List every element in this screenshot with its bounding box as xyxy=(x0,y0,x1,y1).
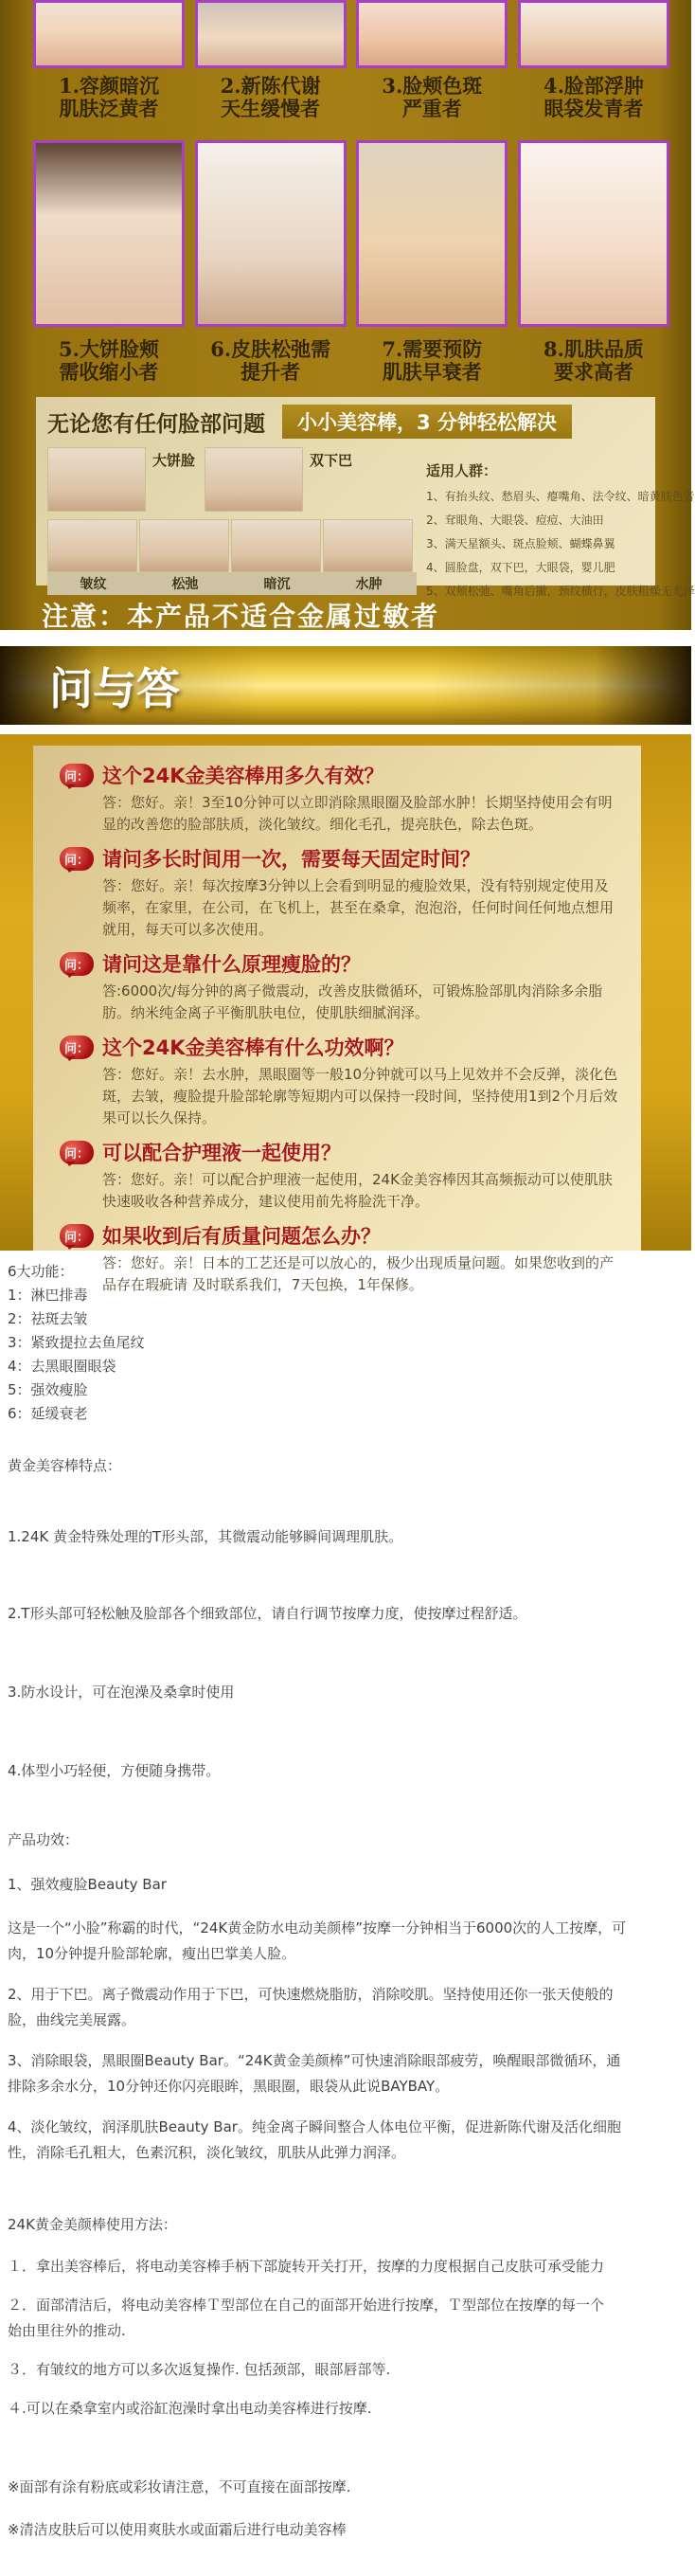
feature-item: 2.T形头部可轻松触及脸部各个细致部位，请自行调节按摩力度，使按摩过程舒适。 xyxy=(8,1605,527,1622)
qa-box xyxy=(33,746,641,1312)
face-photo-2 xyxy=(195,0,347,68)
face-cell-8 xyxy=(518,120,669,384)
effect-heading: 1、强效瘦脸Beauty Bar xyxy=(8,1876,167,1893)
face-cell-1 xyxy=(33,0,185,120)
problem-photos-row-a xyxy=(47,447,417,512)
answer-text: 答：您好。亲！每次按摩3分钟以上会看到明显的瘦脸效果，没有特别规定使用及频率，在家里，在公司，在飞机上，甚至在桑拿，泡泡浴，任何时间任何地点想用就用，每天可以多次使用。 xyxy=(102,877,615,938)
usage-line: １．拿出美容棒后，将电动美容棒手柄下部旋转开关打开，按摩的力度根据自己皮肤可承受能力 xyxy=(8,2258,605,2275)
question-bubble-icon: 问： xyxy=(60,764,94,787)
problem-photo-bigface xyxy=(47,447,146,512)
face-grid-row-2 xyxy=(0,120,691,384)
effect-paragraph-3 xyxy=(8,2048,691,2099)
problem-panel xyxy=(36,397,695,598)
panel-title: 无论您有任何脸部问题 xyxy=(47,411,265,437)
feature-item: 4.体型小巧轻便，方便随身携带。 xyxy=(8,1762,221,1779)
effect-paragraph-4 xyxy=(8,2115,691,2166)
face-cell-5 xyxy=(33,120,185,384)
face-cell-2 xyxy=(195,0,347,120)
photo-label-doublechin: 双下巴 xyxy=(310,452,353,469)
face-cell-6 xyxy=(195,120,347,384)
strip-label-sagging: 松弛 xyxy=(171,577,199,592)
question-line xyxy=(60,844,622,873)
white-divider-2 xyxy=(0,725,691,734)
qa-item-2 xyxy=(60,844,622,941)
face-caption-6: 6.皮肤松弛需 提升者 xyxy=(210,337,331,384)
problem-photo-edema xyxy=(323,519,413,572)
audience-item: 4、圆脸盘，双下巴，大眼袋，婴儿肥 xyxy=(426,561,615,574)
question-line xyxy=(60,949,622,978)
usage-line: 始由里往外的推动. xyxy=(8,2322,126,2339)
face-caption-3: 3.脸颊色斑 严重者 xyxy=(382,74,483,120)
question-text: 如果收到后有质量问题怎么办？ xyxy=(102,1225,381,1248)
effect-line: 肉，10分钟提升脸部轮廓，瘦出巴掌美人脸。 xyxy=(8,1945,296,1962)
allergy-notice: 注意：本产品不适合金属过敏者 xyxy=(42,601,440,632)
feature-item: 1.24K 黄金特殊处理的T形头部，其微震动能够瞬间调理肌肤。 xyxy=(8,1528,403,1545)
problem-photo-item-1 xyxy=(47,447,195,512)
strip-label-dull: 暗沉 xyxy=(263,577,291,592)
answer-text: 答：您好。亲！3至10分钟可以立即消除黑眼圈及脸部水肿！长期坚持使用会有明显的改善您的脸部肤质，淡化皱纹。细化毛孔，提亮肤色，除去色斑。 xyxy=(102,794,613,833)
answer-text: 答:6000次/每分钟的离子微震动，改善皮肤微循环，可锻炼脸部肌肉消除多余脂肪。纳米纯金离子平衡肌肤电位，使肌肤细腻润泽。 xyxy=(102,982,603,1021)
face-cell-4 xyxy=(518,0,669,120)
face-photo-7 xyxy=(356,140,508,327)
face-caption-5: 5.大饼脸颊 需收缩小者 xyxy=(59,337,159,384)
strip-label-wrinkle: 皱纹 xyxy=(80,577,107,592)
qa-item-4 xyxy=(60,1033,622,1129)
solution-badge: 小小美容棒，3 分钟轻松解决 xyxy=(282,405,572,439)
problem-photo-wrinkle xyxy=(47,519,137,572)
question-line xyxy=(60,761,622,789)
strip-label-edema: 水肿 xyxy=(355,577,383,592)
effect-line: 性，消除毛孔粗大，色素沉积，淡化皱纹，肌肤从此弹力润泽。 xyxy=(8,2144,406,2161)
problem-panel-header xyxy=(47,405,644,439)
audience-panel xyxy=(426,447,695,599)
effect-line: 4、淡化皱纹，润泽肌肤Beauty Bar。纯金离子瞬间整合人体电位平衡，促进新陈代谢及活化细胞 xyxy=(8,2118,621,2135)
usage-line: ３．有皱纹的地方可以多次返复操作. 包括颈部，眼部唇部等. xyxy=(8,2361,391,2378)
audience-item: 3、满天星额头、斑点脸颊、蝴蝶鼻翼 xyxy=(426,537,615,550)
problem-photo-doublechin xyxy=(205,447,303,512)
function-item: 1：淋巴排毒 xyxy=(8,1287,88,1304)
problem-photos-row-b xyxy=(47,519,417,572)
question-line xyxy=(60,1221,622,1250)
face-photo-1 xyxy=(33,0,185,68)
question-bubble-icon: 问： xyxy=(60,1141,94,1164)
function-item: 3：紧致提拉去鱼尾纹 xyxy=(8,1334,145,1351)
answer-text: 答：您好。亲！可以配合护理液一起使用，24K金美容棒因其高频振动可以使肌肤快速吸收各种营养成分，建议使用前先将脸洗干净。 xyxy=(102,1171,613,1210)
problem-photo-dull xyxy=(231,519,321,572)
problem-photo-item-2 xyxy=(205,447,352,512)
audience-title: 适用人群： xyxy=(426,462,498,479)
problem-panel-body xyxy=(47,447,695,599)
effect-line: 这是一个“小脸”称霸的时代，“24K黄金防水电动美颜棒”按摩一分钟相当于6000次的人工按摩，可 xyxy=(8,1919,627,1937)
feature-item: 3.防水设计，可在泡澡及桑拿时使用 xyxy=(8,1684,235,1701)
qa-item-3 xyxy=(60,949,622,1024)
question-line xyxy=(60,1138,622,1166)
photo-label-bigface: 大饼脸 xyxy=(152,452,196,469)
function-item: 5：强效瘦脸 xyxy=(8,1381,88,1398)
qa-item-1 xyxy=(60,761,622,836)
problem-photo-sagging xyxy=(139,519,229,572)
face-caption-7: 7.需要预防 肌肤早衰者 xyxy=(382,337,483,384)
problem-photos xyxy=(47,447,417,599)
qa-banner xyxy=(0,646,691,725)
effects-title: 产品功效： xyxy=(8,1831,80,1848)
question-text: 这个24K金美容棒用多久有效？ xyxy=(102,765,384,787)
usage-line: ２．面部清洁后，将电动美容棒Ｔ型部位在自己的面部开始进行按摩，Ｔ型部位在按摩的每一个 xyxy=(8,2297,605,2314)
description-text-section xyxy=(0,1251,691,2576)
question-text: 可以配合护理液一起使用？ xyxy=(102,1142,341,1164)
effect-paragraph-1 xyxy=(8,1916,691,1967)
face-grid-row-1 xyxy=(0,0,691,120)
answer-text: 答：您好。亲！日本的工艺还是可以放心的，极少出现质量问题。如果您收到的产品存在瑕疵请 及时联系我们，7天包换，1年保修。 xyxy=(102,1254,615,1293)
effect-line: 排除多余水分，10分钟还你闪亮眼眸，黑眼圈，眼袋从此说BAYBAY。 xyxy=(8,2078,450,2095)
functions-title: 6大功能： xyxy=(8,1263,74,1280)
face-caption-4: 4.脸部浮肿 眼袋发青者 xyxy=(544,74,644,120)
qa-item-5 xyxy=(60,1138,622,1213)
effect-line: 脸，曲线完美展露。 xyxy=(8,2011,136,2028)
note-line: ※面部有涂有粉底或彩妆请注意，不可直接在面部按摩. xyxy=(8,2478,351,2495)
question-bubble-icon: 问： xyxy=(60,1036,94,1059)
effect-line: 3、消除眼袋，黑眼圈Beauty Bar。“24K黄金美颜棒”可快速消除眼部疲劳，唤醒眼部微循环，通 xyxy=(8,2052,621,2069)
face-caption-8: 8.肌肤品质 要求高者 xyxy=(544,337,644,384)
effect-line: 2、用于下巴。离子微震动作用于下巴，可快速燃烧脂肪，消除咬肌。坚持使用还你一张天使般的 xyxy=(8,1986,614,2003)
question-bubble-icon: 问： xyxy=(60,847,94,871)
function-item: 4：去黑眼圈眼袋 xyxy=(8,1358,116,1375)
question-text: 这个24K金美容棒有什么功效啊？ xyxy=(102,1036,404,1059)
effect-paragraph-2 xyxy=(8,1982,691,2033)
problem-label-strip xyxy=(47,572,417,595)
audience-item: 5、双颊松弛、嘴角后撇，颈纹横行，皮肤粗燥无光泽 xyxy=(426,585,695,598)
face-caption-2: 2.新陈代谢 天生缓慢者 xyxy=(220,74,321,120)
question-text: 请问多长时间用一次，需要每天固定时间？ xyxy=(102,848,480,871)
face-cell-3 xyxy=(356,0,508,120)
usage-line: ４.可以在桑拿室内或浴缸泡澡时拿出电动美容棒进行按摩. xyxy=(8,2400,372,2417)
question-line xyxy=(60,1033,622,1061)
qa-section-title: 问与答 xyxy=(49,662,180,714)
face-photo-6 xyxy=(195,140,347,327)
face-photo-4 xyxy=(518,0,669,68)
question-bubble-icon: 问： xyxy=(60,952,94,976)
usage-title: 24K黄金美颜棒使用方法： xyxy=(8,2216,177,2233)
function-item: 6：延缓衰老 xyxy=(8,1405,88,1422)
face-photo-5 xyxy=(33,140,185,327)
answer-text: 答：您好。亲！去水肿，黑眼圈等一般10分钟就可以马上见效并不会反弹，淡化色斑，去皱，瘦脸提升脸部轮廓等短期内可以保持一段时间，坚持使用1到2个月后效果可以长久保持。 xyxy=(102,1066,618,1126)
question-text: 请问这是靠什么原理瘦脸的？ xyxy=(102,953,361,976)
top-gold-section xyxy=(0,0,695,632)
face-caption-1: 1.容颜暗沉 肌肤泛黄者 xyxy=(59,74,159,120)
face-photo-3 xyxy=(356,0,508,68)
audience-item: 1、有抬头纹、愁眉头、瘪嘴角、法令纹、暗黄肤色者 xyxy=(426,490,695,503)
audience-item: 2、耷眼角、大眼袋、痘痘、大油田 xyxy=(426,513,604,527)
question-bubble-icon: 问： xyxy=(60,1224,94,1248)
function-item: 2：祛斑去皱 xyxy=(8,1310,88,1327)
face-cell-7 xyxy=(356,120,508,384)
face-photo-8 xyxy=(518,140,669,327)
features-title: 黄金美容棒特点： xyxy=(8,1457,122,1474)
note-line: ※清洁皮肤后可以使用爽肤水或面霜后进行电动美容棒 xyxy=(8,2521,347,2538)
